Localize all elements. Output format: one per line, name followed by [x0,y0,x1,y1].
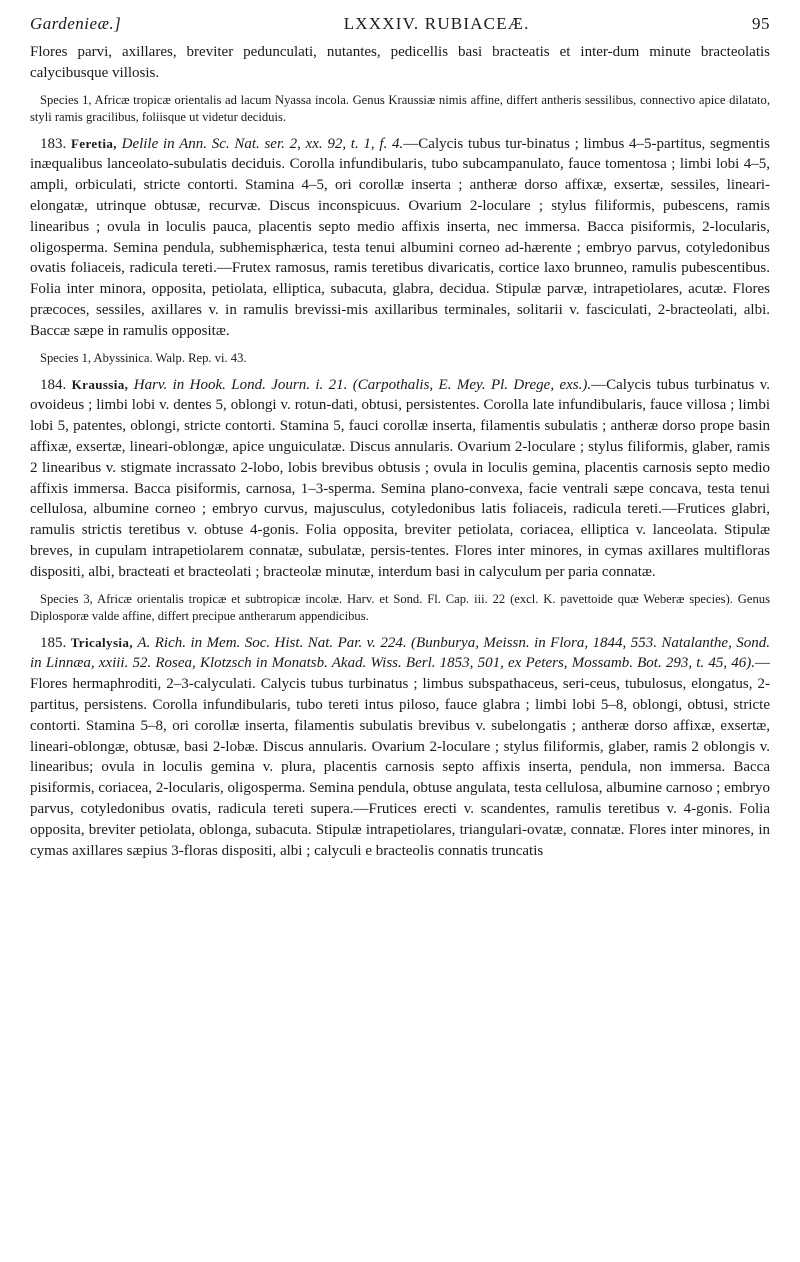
genus-name: Feretia, [70,135,117,151]
entry-citation: Harv. in Hook. Lond. Journ. i. 21. (Carpothalis, E. Mey. Pl. Drege, exs.). [133,376,592,393]
genus-name: Tricalysia, [70,634,133,650]
entry-183-note: Species 1, Abyssinica. Walp. Rep. vi. 43. [40,350,247,365]
entry-citation: A. Rich. in Mem. Soc. Hist. Nat. Par. v. 224. (Bunburya, Meissn. in Flora, 1844, 553. Natalanthe, Sond. in Linnæa, xxiii. 52. Rosea, Klotzsch in Monatsb. Akad. Wiss. Berl. 1853, 501, ex Peters, Mossamb. Bot. 293, t. 45, 46). [30,634,770,672]
entry-number: 184. [40,376,67,393]
page-number: 95 [752,14,770,33]
intro-note: Species 1, Africæ tropicæ orientalis ad lacum Nyassa incola. Genus Kraussiæ nimis affine, differt antheris sessilibus, connectivo apice dilatato, styli ramis gracilibus, foliisque ut videtur deciduis. [30,92,770,124]
entry-184 [30,375,770,583]
entry-183 [30,134,770,342]
running-header [30,6,770,42]
entry-description: —Calycis tubus tur-binatus ; limbus 4–5-partitus, segmentis inæqualibus lanceolato-subulatis deciduis. Corolla infundibularis, tubo subcampanulato, fauce tomentosa ; limbi lobi 4–5, ampli, orbiculati, stricte contorti. Stamina 4–5, ori corollæ inserta ; antheræ dorso affixæ, exsertæ, sessiles, lineari-elongatæ, utrinque obtusæ, recurvæ. Discus inconspicuus. Ovarium 2-loculare ; stylus filiformis, pubescens, ramis linearibus ; ovula in loculis pauca, placentis septo medio affixis inserta, nec immersa. Bacca pisiformis, 2-locularis, oligosperma. Semina pendula, subhemisphærica, testa tenui albumini corneo ad-hærente ; embryo parvus, cotyledonibus ovatis foliaceis, radicula tereti.—Frutex ramosus, ramis teretibus divaricatis, cortice laxo brunneo, ramulis pubescentibus. Folia inter minora, opposita, petiolata, elliptica, subacuta, glabra, decidua. Stipulæ parvæ, intrapetiolares, acutæ. Flores præcoces, sessiles, axillares v. in ramulis brevissi-mis axillaribus terminales, solitarii v. fasciculati, 2-bracteolati, albi. Baccæ sæpe in ramulis oppositæ. [30,135,770,339]
entry-185 [30,633,770,862]
genus-name: Kraussia, [71,376,129,392]
page [30,0,770,861]
entry-184-note: Species 3, Africæ orientalis tropicæ et subtropicæ incolæ. Harv. et Sond. Fl. Cap. iii. 22 (excl. K. pavettoide quæ Weberæ species). Genus Diplosporæ valde affine, differt precipue antherarum appendicibus. [30,591,770,623]
entry-citation: Delile in Ann. Sc. Nat. ser. 2, xx. 92, t. 1, f. 4. [121,135,404,152]
header-section: Gardenieæ.] [30,14,122,33]
entry-number: 185. [40,634,67,651]
header-title: LXXXIV. RUBIACEÆ. [343,14,530,33]
entry-description: —Flores hermaphroditi, 2–3-calyculati. Calycis tubus turbinatus ; limbus subspathaceus, seri-ceus, tubulosus, elongatus, 2-partitus, persistens. Corolla infundibularis, tubo tereti intus piloso, fauce glabra ; limbi lobi 5–8, oblongi, obtusi, stricte contorti. Stamina 5–8, ori corollæ inserta, filamentis subulatis brevibus v. subelongatis ; antheræ dorso affixæ, exsertæ, lineari-oblongæ, obtusæ, basi 2-lobæ. Discus annularis. Ovarium 2-loculare ; stylus filiformis, glaber, ramis 2 oblongis v. linearibus; ovula in loculis gemina v. plura, placentis carnosis septo affixis inserta, pendula, non immersa. Bacca pisiformis, coriacea, 2-locularis, oligosperma. Semina pendula, obtuse angulata, testa cellulosa, albumine carnoso ; embryo parvus, cotyledonibus ovatis, radicula tereti supera.—Frutices erecti v. scandentes, ramulis teretibus v. 4-gonis. Folia opposita, breviter petiolata, oblonga, subacuta. Stipulæ intrapetiolares, triangulari-ovatæ, connatæ. Flores inter minores, in cymas axillares sæpius 3-floras dispositi, albi ; calyculi e bracteolis connatis truncatis [30,655,770,859]
entry-description: —Calycis tubus turbinatus v. ovoideus ; limbi lobi v. dentes 5, oblongi v. rotun-dati, obtusi, persistentes. Corolla late infundibularis, fauce villosa ; limbi lobi 5, patentes, oblongi, stricte contorti. Stamina 5, fauci corollæ inserta, filamentis subulatis ; antheræ dorso prope basin affixæ, exsertæ, lineari-oblongæ, apice unguiculatæ. Discus annularis. Ovarium 2-loculare ; stylus filiformis, glaber, ramis 2 linearibus v. stigmate incrassato 2-lobo, lobis brevibus obtusis ; ovula in loculis gemina, placentis carnosis septo medio affixis immersa. Bacca pisiformis, carnosa, 1–3-sperma. Semina plano-convexa, facie ventrali sæpe concava, testa tenui cellulosa, albumine corneo ; embryo curvus, majusculus, cotyledonibus latis foliaceis, radicula tereti.—Frutices glabri, ramulis strictis teretibus v. obtuse 4-gonis. Folia opposita, breviter petiolata, coriacea, elliptica v. lanceolata. Stipulæ breves, in cupulam intrapetiolarem connatæ, subulatæ, persis-tentes. Flores inter minores, in cymas axillares multifloras dispositi, albi, bracteati et bracteolati ; bracteolæ minutæ, interdum basi in calyculum per paria connatæ. [30,376,771,580]
intro-paragraph: Flores parvi, axillares, breviter pedunculati, nutantes, pedicellis basi bracteatis et inter-dum minute bracteolatis calycibusque villosis. [30,44,770,81]
entry-number: 183. [40,135,67,152]
